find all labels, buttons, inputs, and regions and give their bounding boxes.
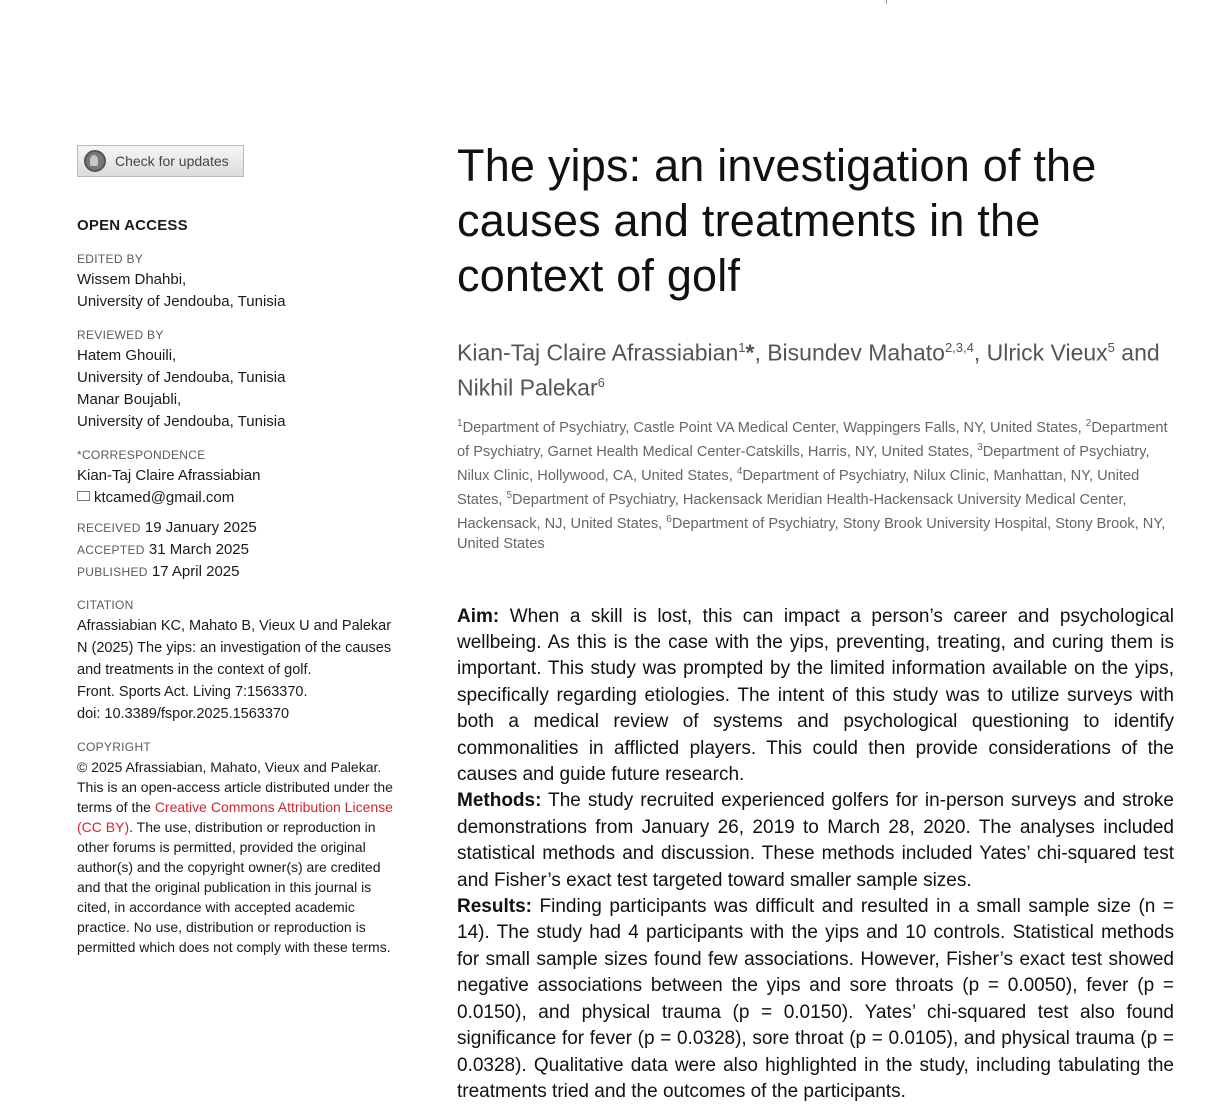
- author-separator: ,: [754, 339, 768, 366]
- author-name[interactable]: Kian-Taj Claire Afrassiabian: [457, 339, 739, 366]
- editor-affiliation: University of Jendouba, Tunisia: [77, 293, 286, 310]
- author-affiliation-sup: 6: [597, 374, 605, 390]
- reviewer-name: Manar Boujabli,: [77, 391, 182, 408]
- top-edge-mark: [886, 0, 887, 4]
- affiliation-number: 4: [736, 466, 743, 478]
- author-list: [457, 333, 1174, 402]
- citation-text: Afrassiabian KC, Mahato B, Vieux U and Palekar N (2025) The yips: an investigation of the causes and treatments in the context of golf.: [77, 618, 392, 678]
- author-name[interactable]: Ulrick Vieux: [986, 339, 1108, 366]
- envelope-icon: [77, 491, 90, 501]
- received-date: 19 January 2025: [144, 519, 257, 536]
- author-separator: and: [1114, 339, 1160, 366]
- edited-by-section: [77, 249, 402, 313]
- received-row: [77, 517, 402, 539]
- article-info-sidebar: [77, 145, 402, 957]
- citation-journal: Front. Sports Act. Living 7:1563370.: [77, 684, 308, 700]
- affiliation-text: Department of Psychiatry, Castle Point VA Medical Center, Wappingers Falls, NY, United States,: [462, 420, 1086, 437]
- published-row: [77, 561, 402, 583]
- abstract-methods: [457, 788, 1174, 894]
- published-label: PUBLISHED: [77, 565, 148, 579]
- citation-doi: doi: 10.3389/fspor.2025.1563370: [77, 706, 290, 722]
- correspondence-section: [77, 445, 402, 509]
- aim-label: Aim:: [457, 605, 500, 627]
- results-text: Finding participants was difficult and resulted in a small sample size (n = 14). The study had 4 participants with the yips and 10 controls. Statistical methods for small sample sizes found few associations. However, Fisher’s exact test showed negative associations between the yips and sore throats (p = 0.0050), fever (p = 0.0150), and physical trauma (p = 0.0150). Yates’ chi-squared test also found significance for fever (p = 0.0328), sore throat (p = 0.0105), and physical trauma (p = 0.0328). Qualitative data were also highlighted in the study, including tabulating the treatments tried and the outcomes of the participants.: [457, 896, 1174, 1102]
- affiliation-number: 3: [977, 442, 983, 454]
- affiliation-text: Department of Psychiatry, Nilux Clinic, Hollywood, CA, United States,: [457, 444, 1150, 484]
- affiliation-list: [457, 414, 1174, 553]
- correspondence-email-row: [77, 487, 402, 509]
- copyright-section: [77, 737, 402, 957]
- check-for-updates-button[interactable]: [77, 145, 244, 177]
- citation-label: CITATION: [77, 598, 134, 612]
- author-name[interactable]: Bisundev Mahato: [767, 339, 945, 366]
- accepted-label: ACCEPTED: [77, 543, 145, 557]
- affiliation-text: Department of Psychiatry, Hackensack Meridian Health-Hackensack University Medical Center, Hackensack, NJ, United States,: [457, 491, 1127, 532]
- author-separator: ,: [973, 339, 987, 366]
- author-name[interactable]: Nikhil Palekar: [457, 374, 598, 401]
- affiliation-number: 2: [1085, 418, 1092, 430]
- results-label: Results:: [457, 896, 532, 918]
- author-affiliation-sup: 1: [738, 340, 746, 355]
- received-label: RECEIVED: [77, 521, 141, 535]
- dates-section: [77, 517, 402, 583]
- author-affiliation-sup: 5: [1107, 340, 1115, 355]
- published-date: 17 April 2025: [151, 563, 240, 580]
- correspondence-email-link[interactable]: ktcamed@gmail.com: [94, 489, 235, 506]
- correspondence-name: Kian-Taj Claire Afrassiabian: [77, 467, 261, 484]
- copyright-text-post: . The use, distribution or reproduction in other forums is permitted, provided the original author(s) and the copyright owner(s) are credited and that the original publication in this journal is cited, in accordance with accepted academic practice. No use, distribution or reproduction is permitted which does not comply with these terms.: [77, 819, 391, 955]
- affiliation-number: 6: [666, 513, 672, 525]
- affiliation-text: Department of Psychiatry, Nilux Clinic, Manhattan, NY, United States,: [457, 467, 1140, 508]
- affiliation-text: Department of Psychiatry, Garnet Health Medical Center-Catskills, Harris, NY, United States,: [457, 420, 1168, 461]
- open-access-label: OPEN ACCESS: [77, 217, 188, 234]
- copyright-label: COPYRIGHT: [77, 740, 152, 754]
- edited-by-label: EDITED BY: [77, 252, 144, 266]
- correspondence-label: *CORRESPONDENCE: [77, 448, 206, 462]
- abstract-results: [457, 894, 1174, 1105]
- methods-label: Methods:: [457, 790, 542, 812]
- crossmark-icon: [84, 150, 106, 172]
- copyright-text: [77, 757, 402, 957]
- reviewer-affiliation: University of Jendouba, Tunisia: [77, 369, 286, 386]
- affiliation-number: 1: [457, 418, 463, 430]
- cc-by-license-link[interactable]: Creative Commons Attribution License (CC BY): [77, 799, 393, 835]
- abstract-aim: [457, 604, 1174, 789]
- copyright-text-pre: © 2025 Afrassiabian, Mahato, Vieux and Palekar. This is an open-access article distributed under the terms of the: [77, 759, 393, 815]
- reviewer-name: Hatem Ghouili,: [77, 347, 177, 364]
- affiliation-number: 5: [506, 489, 513, 501]
- abstract: [457, 604, 1174, 1105]
- check-for-updates-label: Check for updates: [115, 153, 229, 169]
- citation-section: [77, 595, 402, 725]
- reviewed-by-section: [77, 325, 402, 433]
- editor-name: Wissem Dhahbi,: [77, 271, 187, 288]
- corresponding-author-star: *: [745, 339, 755, 366]
- article-header: [457, 138, 1174, 1105]
- aim-text: When a skill is lost, this can impact a person’s career and psychological wellbeing. As this is the case with the yips, preventing, treating, and curing them is important. This study was prompted by the limited information available on the yips, specifically regarding etiologies. The intent of this study was to utilize surveys with both a medical review of systems and psychological questioning to identify commonalities in afflicted players. This could then provide considerations of the causes and guide future research.: [457, 605, 1174, 786]
- author-affiliation-sup: 2,3,4: [944, 340, 974, 355]
- methods-text: The study recruited experienced golfers for in-person surveys and stroke demonstrations from January 26, 2019 to March 28, 2020. The analyses included statistical methods and discussion. These methods included Yates’ chi-squared test and Fisher’s exact test targeted toward smaller sample sizes.: [457, 790, 1174, 891]
- article-title: The yips: an investigation of the causes and treatments in the context of golf: [457, 140, 1097, 301]
- accepted-date: 31 March 2025: [148, 541, 249, 558]
- reviewer-affiliation: University of Jendouba, Tunisia: [77, 413, 286, 430]
- accepted-row: [77, 539, 402, 561]
- affiliation-text: Department of Psychiatry, Stony Brook University Hospital, Stony Brook, NY, United States: [457, 515, 1166, 552]
- reviewed-by-label: REVIEWED BY: [77, 328, 164, 342]
